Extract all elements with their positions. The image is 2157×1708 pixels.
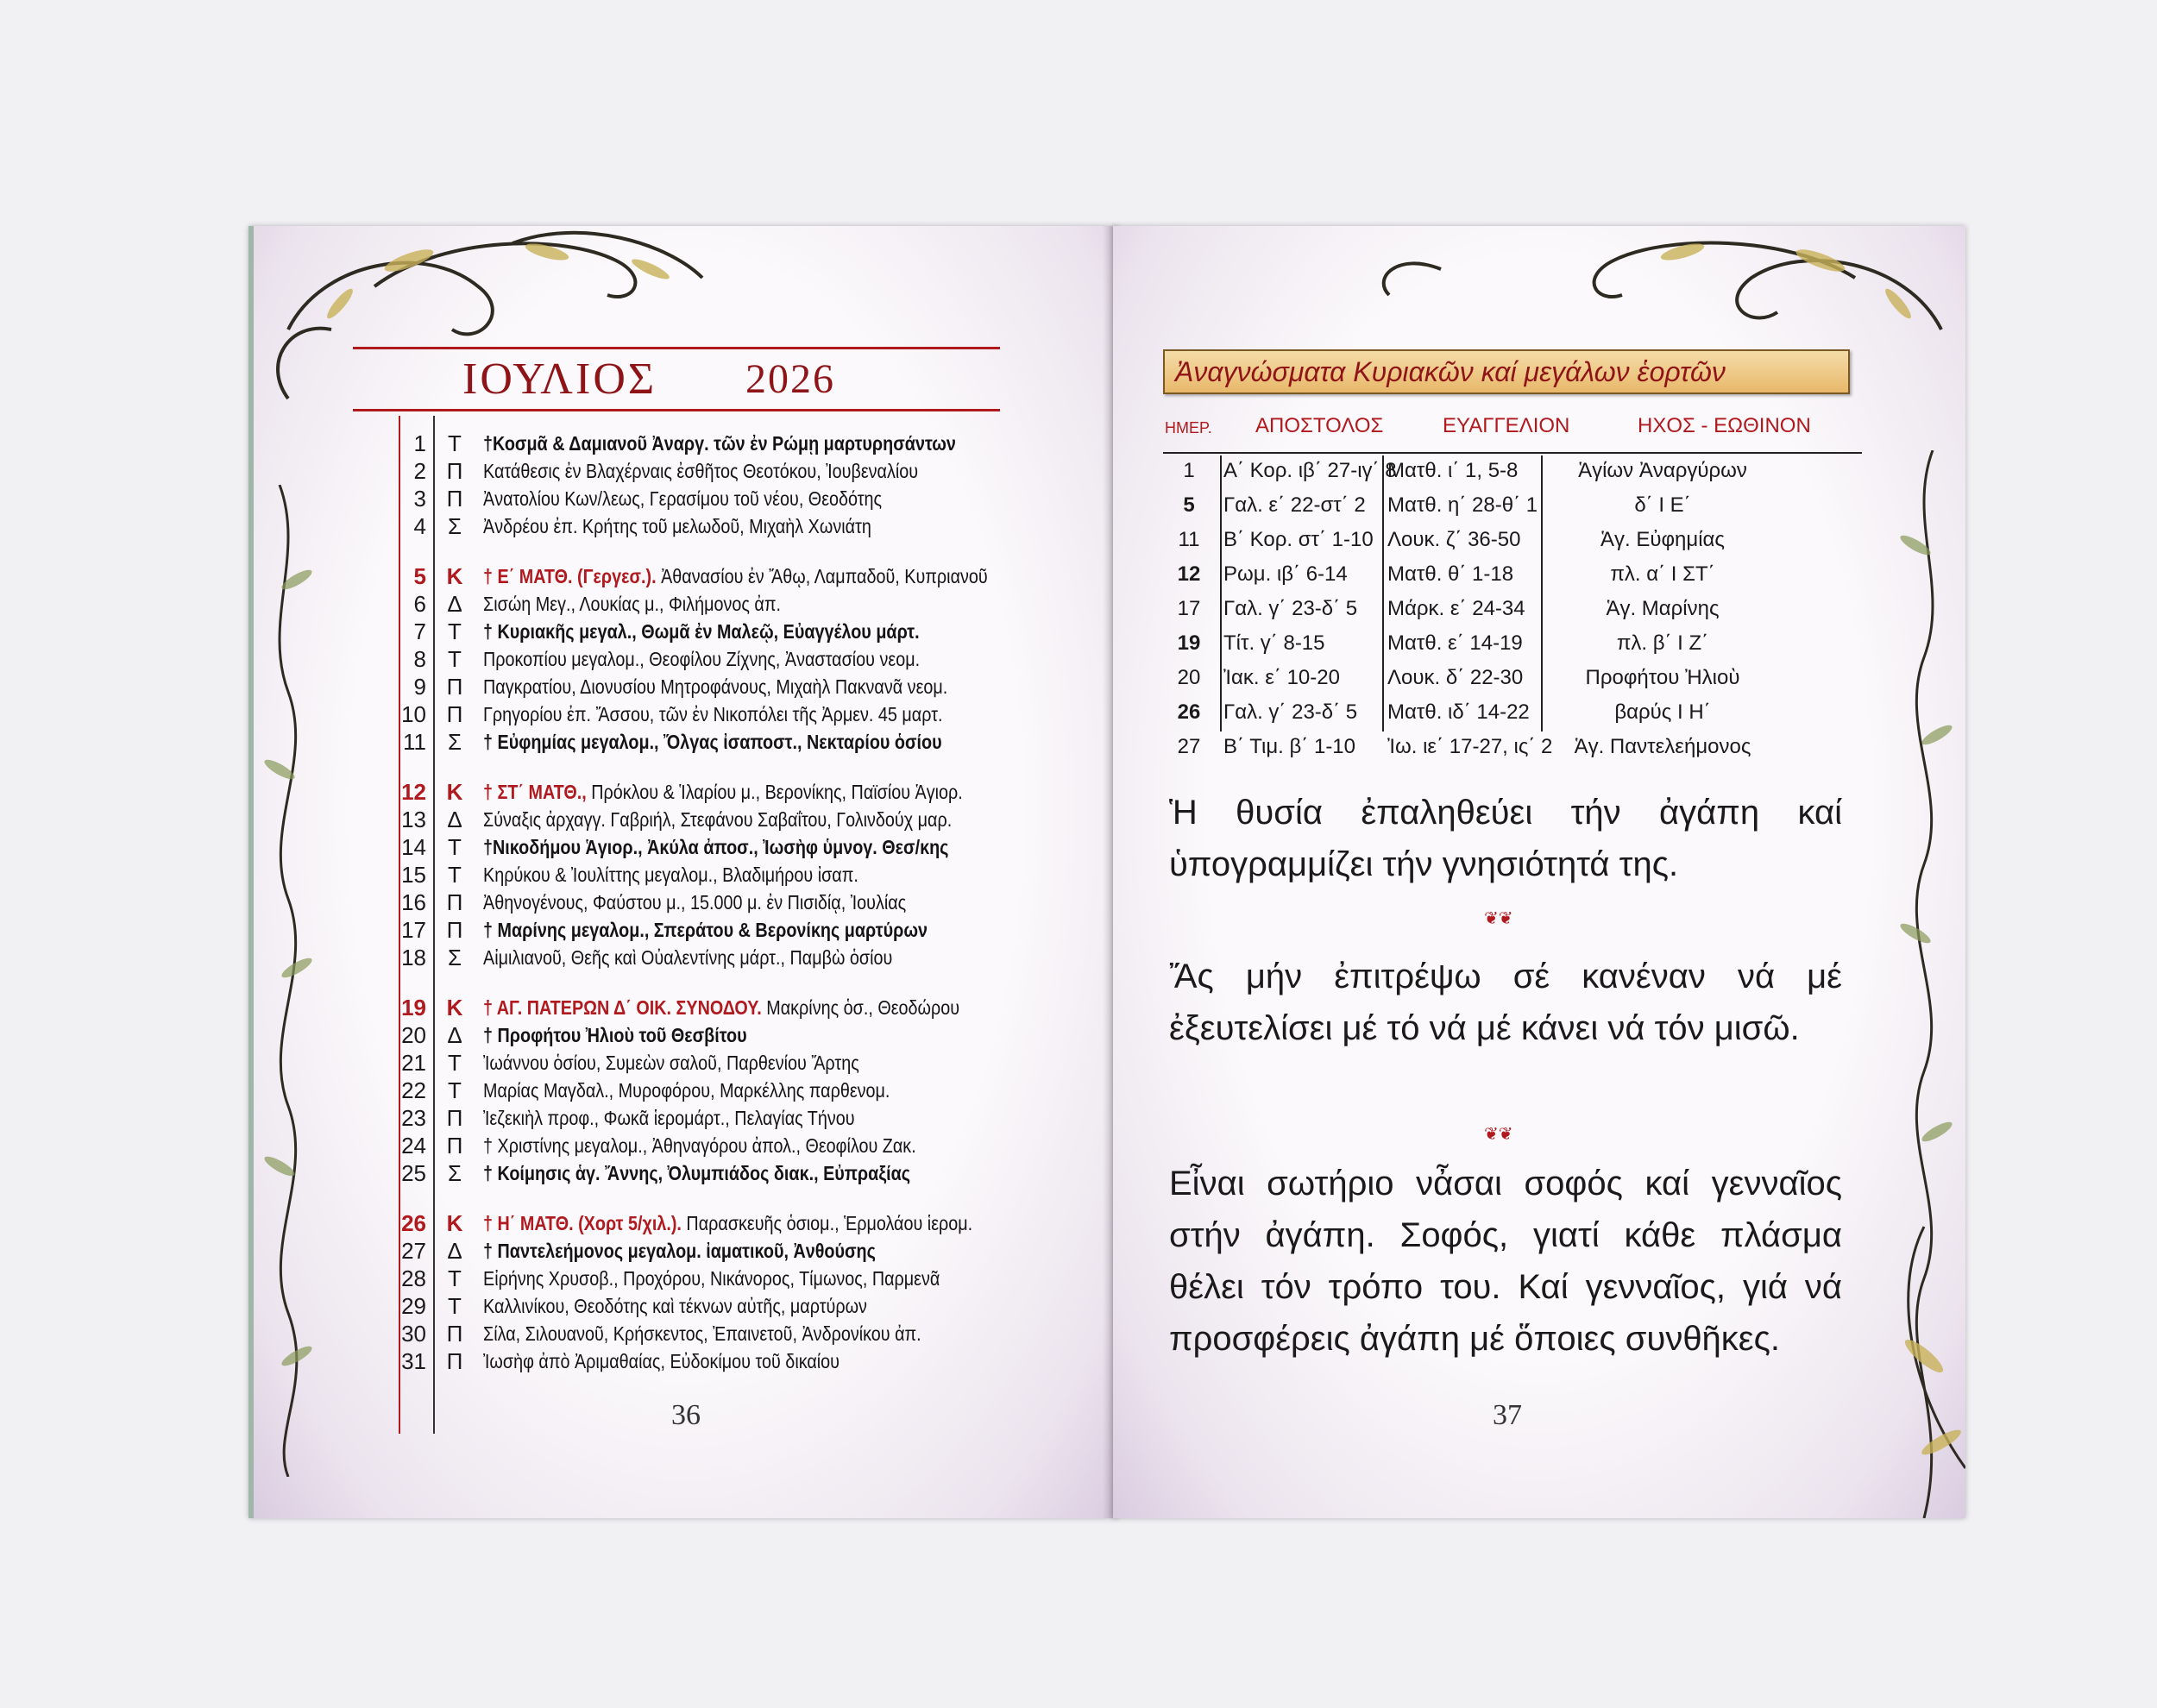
day-row: [340, 728, 1099, 756]
reading-row: [1165, 695, 1915, 730]
weekday-letter: Τ: [448, 430, 462, 456]
day-list: [340, 430, 1099, 1397]
weekday-letter: Τ: [448, 646, 462, 672]
reading-day: 1: [1183, 459, 1195, 482]
day-number: 6: [413, 591, 426, 617]
day-row: [340, 861, 1099, 889]
saints-of-day: Αἰμιλιανοῦ, Θεῆς καὶ Οὐαλεντίνης μάρτ., Παμβὼ ὁσίου: [483, 946, 893, 969]
reading-day: 27: [1177, 735, 1201, 758]
day-row: [340, 562, 1099, 590]
day-number: 28: [401, 1265, 426, 1291]
saints-of-day: † Κυριακῆς μεγαλ., Θωμᾶ ἐν Μαλεῷ, Εὐαγγέλου μάρτ.: [483, 620, 920, 643]
header-rule-top: [353, 347, 1000, 349]
weekday-letter: Π: [446, 1348, 463, 1374]
reading-apostle: Α΄ Κορ. ιβ΄ 27-ιγ΄ 8: [1223, 459, 1397, 482]
day-row: [340, 1021, 1099, 1049]
reading-apostle: Γαλ. γ΄ 23-δ΄ 5: [1223, 597, 1358, 620]
day-number: 1: [413, 430, 426, 456]
weekday-letter: Σ: [447, 945, 462, 970]
day-number: 31: [401, 1348, 426, 1374]
saints-of-day: † Προφήτου Ἠλιοὺ τοῦ Θεσβίτου: [483, 1024, 747, 1046]
saints-of-day: † Εὐφημίας μεγαλομ., Ὄλγας ἰσαποστ., Νεκταρίου ὁσίου: [483, 731, 942, 753]
day-row: [340, 916, 1099, 944]
day-group: [340, 778, 1099, 971]
col-header-day: ΗΜΕΡ.: [1165, 419, 1212, 436]
day-number: 4: [413, 513, 426, 539]
saints-of-day: † Χριστίνης μεγαλομ., Ἀθηναγόρου ἀπολ., Θεοφίλου Ζακ.: [483, 1134, 916, 1157]
day-number: 30: [401, 1321, 426, 1347]
reading-day: 17: [1177, 597, 1201, 620]
open-book: [248, 226, 1965, 1518]
day-row: [340, 1104, 1099, 1132]
ornament-divider-2: ❦❦: [1484, 1123, 1513, 1144]
reading-day: 5: [1183, 493, 1195, 517]
day-row: [340, 673, 1099, 700]
saints-of-day: Ἀνδρέου ἐπ. Κρήτης τοῦ μελωδοῦ, Μιχαὴλ Χωνιάτη: [483, 515, 871, 537]
saints-of-day: † Κοίμησις ἁγ. Ἄννης, Ὀλυμπιάδος διακ., Εὐπραξίας: [483, 1162, 911, 1184]
saints-of-day: Ἰωάννου ὁσίου, Συμεὼν σαλοῦ, Παρθενίου Ἄρτης: [483, 1052, 859, 1074]
reading-tone: Ἁγ. Παντελεήμονος: [1574, 735, 1751, 758]
reading-gospel: Μάρκ. ε΄ 24-34: [1387, 597, 1525, 620]
readings-heading: Ἀναγνώσματα Κυριακῶν καί μεγάλων ἑορτῶν: [1163, 349, 1850, 394]
day-number: 13: [401, 807, 426, 832]
readings-table: [1165, 454, 1915, 764]
weekday-letter: Δ: [447, 807, 462, 832]
saints-of-day: † ΣΤ΄ ΜΑΤΘ., Πρόκλου & Ἱλαρίου μ., Βερονίκης, Παϊσίου Ἁγιορ.: [483, 781, 963, 803]
reading-row: [1165, 523, 1915, 557]
reading-day: 11: [1178, 528, 1200, 551]
reading-gospel: Λουκ. δ΄ 22-30: [1387, 666, 1524, 689]
saints-of-day: Σύναξις ἀρχαγγ. Γαβριήλ, Στεφάνου Σαβαΐτου, Γολινδούχ μαρ.: [483, 808, 953, 831]
weekday-letter: Π: [446, 674, 463, 700]
reading-tone: Ἁγίων Ἀναργύρων: [1578, 459, 1747, 482]
day-number: 17: [401, 917, 426, 943]
day-row: [340, 430, 1099, 457]
weekday-letter: Σ: [447, 1160, 462, 1186]
saints-of-day: † ΑΓ. ΠΑΤΕΡΩΝ Δ΄ ΟΙΚ. ΣΥΝΟΔΟΥ. Μακρίνης ὁσ., Θεοδώρου: [483, 996, 960, 1019]
paragraph-3: Εἶναι σωτήριο νἆσαι σοφός καί γενναῖος στήν ἀγάπη. Σοφός, γιατί κάθε πλάσμα θέλει τόν τρόπο του. Καί γενναῖος, γιά νά προσφέρεις ἀγάπη μέ ὅποιες συνθῆκες.: [1169, 1165, 1842, 1358]
saints-of-day: † Η΄ ΜΑΤΘ. (Χορτ 5/χιλ.). Παρασκευῆς ὁσιομ., Ἑρμολάου ἱερομ.: [483, 1212, 973, 1234]
weekday-letter: Π: [446, 889, 463, 915]
side-flourish-left: [254, 485, 323, 1477]
day-number: 11: [403, 729, 426, 755]
reading-gospel: Ματθ. η΄ 28-θ΄ 1: [1387, 493, 1538, 517]
saints-of-day: Σίλα, Σιλουανοῦ, Κρήσκεντος, Ἐπαινετοῦ, Ἀνδρονίκου ἀπ.: [483, 1322, 921, 1345]
saints-of-day: Ἀθηνογένους, Φαύστου μ., 15.000 μ. ἐν Πισιδίᾳ, Ἰουλίας: [483, 891, 907, 914]
day-number: 22: [401, 1077, 426, 1103]
reading-apostle: Β΄ Κορ. στ΄ 1-10: [1223, 528, 1374, 551]
weekday-letter: Τ: [448, 1265, 462, 1291]
weekday-letter: Κ: [446, 1210, 463, 1236]
weekday-letter: Π: [446, 458, 463, 484]
saints-of-day: †Κοσμᾶ & Δαμιανοῦ Ἀναργ. τῶν ἐν Ρώμῃ μαρτυρησάντων: [483, 432, 956, 455]
reading-row: [1165, 626, 1915, 661]
day-row: [340, 944, 1099, 971]
day-row: [340, 485, 1099, 512]
reading-tone: Ἁγ. Μαρίνης: [1606, 597, 1720, 620]
reading-tone: πλ. α΄ Ι ΣΤ΄: [1610, 562, 1715, 586]
day-number: 18: [401, 945, 426, 970]
day-row: [340, 1159, 1099, 1187]
reading-day: 20: [1177, 666, 1201, 689]
saints-of-day: Ἰεζεκιὴλ προφ., Φωκᾶ ἱερομάρτ., Πελαγίας Τήνου: [483, 1107, 855, 1129]
readings-column-headers: [1113, 414, 1965, 445]
left-page: [248, 226, 1118, 1518]
day-number: 26: [401, 1210, 426, 1236]
day-number: 24: [401, 1133, 426, 1159]
reading-row: [1165, 454, 1915, 488]
weekday-letter: Τ: [448, 862, 462, 888]
saints-of-day: Σισώη Μεγ., Λουκίας μ., Φιλήμονος ἀπ.: [483, 593, 781, 615]
day-number: 29: [401, 1293, 426, 1319]
day-row: [340, 778, 1099, 806]
day-row: [340, 1265, 1099, 1292]
reading-gospel: Ματθ. ι΄ 1, 5-8: [1387, 459, 1519, 482]
reading-day: 19: [1177, 631, 1201, 655]
weekday-letter: Π: [446, 486, 463, 512]
day-group: [340, 430, 1099, 540]
day-row: [340, 1049, 1099, 1077]
day-number: 27: [401, 1238, 426, 1264]
saints-of-day: Καλλινίκου, Θεοδότης καὶ τέκνων αὐτῆς, μαρτύρων: [483, 1295, 867, 1317]
saints-of-day: Ἰωσὴφ ἀπὸ Ἀριμαθαίας, Εὐδοκίμου τοῦ δικαίου: [483, 1350, 840, 1372]
weekday-letter: Κ: [446, 995, 463, 1020]
reading-gospel: Ἰω. ιε΄ 17-27, ις΄ 2: [1387, 735, 1553, 758]
col-header-gospel: ΕΥΑΓΓΕΛΙΟΝ: [1443, 414, 1570, 437]
weekday-letter: Κ: [446, 779, 463, 805]
day-row: [340, 1209, 1099, 1237]
day-group: [340, 994, 1099, 1187]
day-number: 25: [401, 1160, 426, 1186]
day-row: [340, 618, 1099, 645]
reading-tone: Προφήτου Ἠλιοὺ: [1585, 666, 1740, 689]
reading-tone: δ΄ Ι Ε΄: [1634, 493, 1691, 517]
reading-tone: Ἁγ. Εὐφημίας: [1600, 528, 1725, 551]
day-number: 20: [401, 1022, 426, 1048]
day-row: [340, 994, 1099, 1021]
weekday-letter: Δ: [447, 1238, 462, 1264]
day-number: 3: [413, 486, 426, 512]
day-group: [340, 1209, 1099, 1375]
day-row: [340, 512, 1099, 540]
day-row: [340, 590, 1099, 618]
day-row: [340, 1237, 1099, 1265]
day-number: 19: [401, 995, 426, 1020]
reading-apostle: Τίτ. γ΄ 8-15: [1223, 631, 1325, 655]
reading-gospel: Ματθ. ιδ΄ 14-22: [1387, 700, 1530, 724]
reading-day: 12: [1177, 562, 1201, 586]
reading-gospel: Ματθ. θ΄ 1-18: [1387, 562, 1514, 586]
saints-of-day: Παγκρατίου, Διονυσίου Μητροφάνους, Μιχαὴλ Πακνανᾶ νεομ.: [483, 675, 948, 698]
reading-row: [1165, 557, 1915, 592]
paragraph-2: Ἄς μήν ἐπιτρέψω σέ κανέναν νά μέ ἐξευτελίσει μέ τό νά μέ κάνει νά τόν μισῶ.: [1169, 958, 1842, 1047]
reading-row: [1165, 592, 1915, 626]
day-row: [340, 889, 1099, 916]
day-row: [340, 1132, 1099, 1159]
reading-day: 26: [1177, 700, 1201, 724]
saints-of-day: Ἀνατολίου Κων/λεως, Γερασίμου τοῦ νέου, Θεοδότης: [483, 487, 883, 510]
day-number: 10: [401, 701, 426, 727]
day-row: [340, 1320, 1099, 1347]
reading-gospel: Ματθ. ε΄ 14-19: [1387, 631, 1523, 655]
page-number: 37: [1493, 1399, 1522, 1431]
weekday-letter: Τ: [448, 1293, 462, 1319]
weekday-letter: Δ: [447, 591, 462, 617]
reading-row: [1165, 488, 1915, 523]
corner-flourish-top-left: [254, 226, 1118, 450]
saints-of-day: Μαρίας Μαγδαλ., Μυροφόρου, Μαρκέλλης παρθενομ.: [483, 1079, 890, 1102]
reading-apostle: Β΄ Τιμ. β΄ 1-10: [1223, 735, 1355, 758]
day-number: 9: [413, 674, 426, 700]
weekday-letter: Π: [446, 1105, 463, 1131]
saints-of-day: †Νικοδήμου Ἁγιορ., Ἀκύλα ἀποσ., Ἰωσὴφ ὑμνογ. Θεσ/κης: [483, 836, 949, 858]
saints-of-day: † Ε΄ ΜΑΤΘ. (Γεργεσ.). Ἀθανασίου ἐν Ἄθῳ, Λαμπαδοῦ, Κυπριανοῦ: [483, 565, 988, 587]
day-number: 23: [401, 1105, 426, 1131]
month-title: ΙΟΥΛΙΟΣ: [462, 355, 657, 404]
weekday-letter: Τ: [448, 619, 462, 644]
paragraph-1: Ἡ θυσία ἐπαληθεύει τήν ἀγάπη καί ὑπογραμμίζει τήν γνησιότητά της.: [1169, 794, 1842, 883]
reading-apostle: Ἰακ. ε΄ 10-20: [1223, 666, 1340, 689]
day-number: 5: [413, 563, 426, 589]
day-number: 21: [401, 1050, 426, 1076]
reading-apostle: Γαλ. ε΄ 22-στ΄ 2: [1223, 493, 1366, 517]
reading-gospel: Λουκ. ζ΄ 36-50: [1387, 528, 1521, 551]
corner-flourish-top-right: [1113, 226, 1965, 355]
weekday-letter: Κ: [446, 563, 463, 589]
day-group: [340, 562, 1099, 756]
saints-of-day: Προκοπίου μεγαλομ., Θεοφίλου Ζίχνης, Ἀναστασίου νεομ.: [483, 648, 921, 670]
day-number: 12: [401, 779, 426, 805]
reading-row: [1165, 730, 1915, 764]
col-header-apostle: ΑΠΟΣΤΟΛΟΣ: [1255, 414, 1384, 437]
page-number: 36: [671, 1399, 701, 1431]
saints-of-day: Κηρύκου & Ἰουλίττης μεγαλομ., Βλαδιμήρου ἰσαπ.: [483, 863, 858, 886]
reading-tone: πλ. β΄ Ι Ζ΄: [1616, 631, 1709, 655]
day-row: [340, 833, 1099, 861]
col-header-tone: ΗΧΟΣ - ΕΩΘΙΝΟΝ: [1638, 414, 1811, 437]
saints-of-day: Γρηγορίου ἐπ. Ἄσσου, τῶν ἐν Νικοπόλει τῆς Ἀρμεν. 45 μαρτ.: [483, 703, 943, 725]
saints-of-day: † Μαρίνης μεγαλομ., Σπεράτου & Βερονίκης μαρτύρων: [483, 919, 928, 941]
weekday-letter: Τ: [448, 834, 462, 860]
reading-apostle: Ρωμ. ιβ΄ 6-14: [1223, 562, 1348, 586]
saints-of-day: Εἰρήνης Χρυσοβ., Προχόρου, Νικάνορος, Τίμωνος, Παρμενᾶ: [483, 1267, 940, 1290]
day-row: [340, 645, 1099, 673]
day-number: 14: [401, 834, 426, 860]
saints-of-day: † Παντελεήμονος μεγαλομ. ἰαματικοῦ, Ἀνθούσης: [483, 1240, 876, 1262]
header-rule-bottom: [353, 409, 1000, 411]
reading-apostle: Γαλ. γ΄ 23-δ΄ 5: [1223, 700, 1358, 724]
day-row: [340, 457, 1099, 485]
day-row: [340, 806, 1099, 833]
day-number: 8: [413, 646, 426, 672]
day-row: [340, 1347, 1099, 1375]
weekday-letter: Π: [446, 1133, 463, 1159]
day-row: [340, 700, 1099, 728]
right-page: [1113, 226, 1965, 1518]
saints-of-day: Κατάθεσις ἐν Βλαχέρναις ἐσθῆτος Θεοτόκου, Ἰουβεναλίου: [483, 460, 919, 482]
weekday-letter: Σ: [447, 513, 462, 539]
year-label: 2026: [745, 356, 835, 402]
weekday-letter: Σ: [447, 729, 462, 755]
day-number: 7: [413, 619, 426, 644]
weekday-letter: Π: [446, 1321, 463, 1347]
reading-tone: βαρύς Ι Η΄: [1614, 700, 1711, 724]
weekday-letter: Δ: [447, 1022, 462, 1048]
day-row: [340, 1292, 1099, 1320]
weekday-letter: Τ: [448, 1077, 462, 1103]
day-row: [340, 1077, 1099, 1104]
day-number: 15: [401, 862, 426, 888]
weekday-letter: Π: [446, 917, 463, 943]
ornament-divider-1: ❦❦: [1484, 907, 1513, 928]
reading-row: [1165, 661, 1915, 695]
weekday-letter: Τ: [448, 1050, 462, 1076]
weekday-letter: Π: [446, 701, 463, 727]
day-number: 2: [413, 458, 426, 484]
day-number: 16: [401, 889, 426, 915]
